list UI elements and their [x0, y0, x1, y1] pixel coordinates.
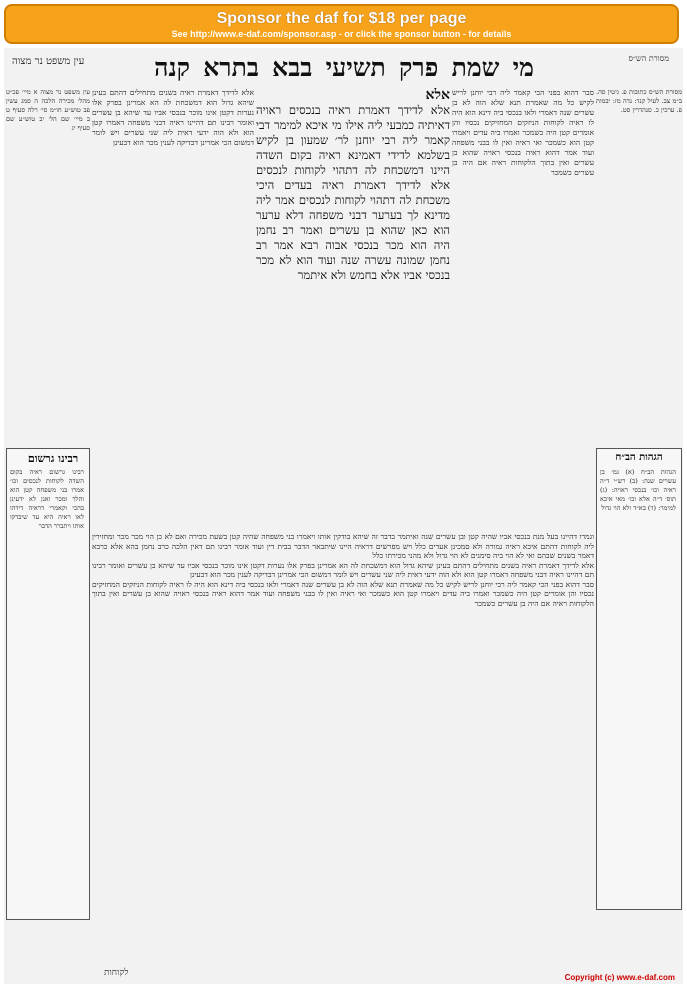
foot-catchword: לקוחות — [104, 968, 129, 978]
header-word: קנה — [154, 53, 190, 82]
talmud-page — [4, 48, 683, 984]
rabbeinu-gershom-text-block — [10, 468, 84, 908]
rashi-column — [452, 88, 594, 528]
margin-left-text: עין משפט נר מצוה א מיי׳ פכ״ט מהל׳ מכירה הלכה ה סמג עשין פב טוש״ע חו״מ סי׳ רלה סעיף ט ב מיי׳ שם הל׳ יב טוש״ע שם סעיף יג — [6, 88, 90, 132]
header-word: פרק — [399, 53, 439, 82]
running-head-left: עין משפט נר מצוה — [12, 56, 85, 67]
hagahot-text-block — [600, 468, 676, 898]
sponsor-subtitle: See http://www.e-daf.com/sponsor.asp - or click the sponsor button - for details — [171, 29, 512, 39]
sponsor-banner[interactable] — [4, 4, 679, 44]
header-word: בתרא — [203, 53, 259, 82]
tosafot-text: אלא לדידך דאמרת ראיה בשנים מתחילים דהתם בעינן שיהא גדול הוא דמשכחת לה הא אמרינן בפרק אלו נערות דקטן אינו מוכר בנכסי אביו עד שיהא בן עשרים ואומר רבינו תם דהיינו ראיה דבני משפחה דאמרו קטן הוא ולא הוה ידעי דאית ליה שני עשרים ויש לומר דמשום הכי אמרינן דבדיקה לענין מכר הוא דבעינן — [92, 88, 254, 147]
header-word: מי — [512, 53, 534, 82]
hagahot-text: הגהות הב״ח (א) גמ׳ בן עשרים שנה: (ב) רש״י ד״ה ראיה וכו׳ בנכסי ראויה: (ג) תוס׳ ד״ה אלא וכו׳ מאי איכא למימר: (ד) בא״ד ולא הוי גדול — [600, 468, 676, 512]
gemara-opening-word: אלא — [425, 88, 450, 103]
header-word: שמת — [451, 53, 500, 82]
page-header — [154, 50, 534, 86]
commentary-text-cont2: סבר דהוא בפני הכי קאמר ליה רבי יוחנן לריש לקיש כל מה שאמרת תנא שלא הוה לא בן עשרים שנה דאמרי ולאו בנכסי ביה דינא הוא היה לו ראיה לקוחות הניזקים המחזיקים נכסיו והן אומרים קטן היה כשמכר ואמרו ביה עדים ויאמרו קטן הוא כשמכר ואי ראיה ואין לו בבני משפחה ועוד אמר דהוא ראיה בנכסי ראויה שהוא בן עשרים ואין בתוך הלקוחות ראיה אם היה בן עשרים כשמכר — [92, 579, 594, 608]
bottom-commentary — [92, 532, 594, 968]
commentary-text-cont: אלא לדידך דאמרת ראיה בשנים מתחילים דהתם בעינן שיהא גדול הוא דמשכחת לה הא אמרינן בפרק אלו נערות דקטן אינו מוכר בנכסי אביו עד שיהא בן עשרים ואומר רבינו תם דהיינו ראיה דבני משפחה דאמרו קטן הוא ולא הוה ידעי דאית ליה שני עשרים ויש לומר דמשום הכי אמרינן דבדיקה לענין מכר הוא דבעינן — [92, 560, 594, 579]
rashi-text: סבר דהוא בפני הכי קאמר ליה רבי יוחנן לריש לקיש כל מה שאמרת תנא שלא הוה לא בן עשרים שנה דאמרי ולאו בנכסי ביה דינא הוא היה לו ראיה לקוחות הניזקים המחזיקים נכסיו והן אומרים קטן היה כשמכר ואמרו ביה עדים ויאמרו קטן הוא כשמכר ואי ראיה ואין לו בבני משפחה ועוד אמר דהוא ראיה בנכסי ראויה שהוא בן עשרים ואין בתוך הלקוחות ראיה אם היה בן עשרים כשמכר — [452, 88, 594, 177]
hagahot-title: הגהות הב״ח — [615, 452, 663, 463]
header-word: תשיעי — [325, 53, 386, 82]
margin-right-text: מסורת הש״ס כתובות פ. גיטין סה. ב״מ צב. לעיל קנד: נדה מז: יבמות פ. ערכין כ. סנהדרין סט. — [596, 88, 682, 114]
commentary-text: וגמרו דהיינו בעל מנת בנכסי אביו שהיה קטן ובן עשרים שנה ואיתמר בדבר זה שיהא בודקין אותו ויאמרו בני משפחה שהיה קטן בשעת מכירה ואם לא כן הוי מכר מכר ומחזירין ליה לקוחות דהתם איכא ראיה גמורה ולא סמכינן אעדים כלל ויש מפרשים דראיה היינו שיתבאר הדבר בבית דין ועוד אומר רבינו תם דאין הלכה כרב נחמן בהא אלא כרבא דאמר בשנים שבהם ואי לא הוי ביה סימנים לא הוי גדול ולא מהני מכירתו כלל — [92, 532, 594, 560]
sponsor-title: Sponsor the daf for $18 per page — [216, 10, 467, 27]
gemara-column — [256, 88, 450, 498]
rabbeinu-gershom-title: רבינו גרשום — [27, 452, 79, 465]
header-word: בבא — [272, 53, 313, 82]
gemara-text: אלא לדידך דאמרת ראיה בנכסים ראויה דאיתיה כמבעי ליה אילו מי איכא למימר דבי קאמר ליה רבי יוחנן לר׳ שמעון בן לקיש בשלמא לדידי דאמינא ראיה בקום השדה היינו דמשכחת לה דתהוי לקוחות לנכסים אלא לדידך דאמרת ראיה בעדים היכי משכחת לה דתהוי לקוחות לנכסים אמר ליה מדינא לך בערער דבני משפחה דלא ערער הוא כאן שהוא בן עשרים ואמר רב נחמן היה הוא מכר בנכסי אבוה רבא אמר רב נחמן שמונה עשרה שנה ועוד הוא לא מכר בנכסי אביו אלא בחמש ולא איתמר — [256, 103, 450, 282]
tosafot-column — [92, 88, 254, 528]
rabbeinu-gershom-text: רבינו גרשום ראיה בקום השדה לקוחות לנכסים וכו׳ אמרו בני משפחה קטן הוא והלך ומכר ואנן לא ידעינן בהכי וקאמרי דראיה דידהו לאו ראיה היא עד שיבדקו אותו ויתברר הדבר — [10, 468, 84, 530]
copyright-notice[interactable]: Copyright (c) www.e-daf.com — [564, 973, 675, 982]
running-head-right: מסורת הש״ס — [628, 54, 669, 63]
